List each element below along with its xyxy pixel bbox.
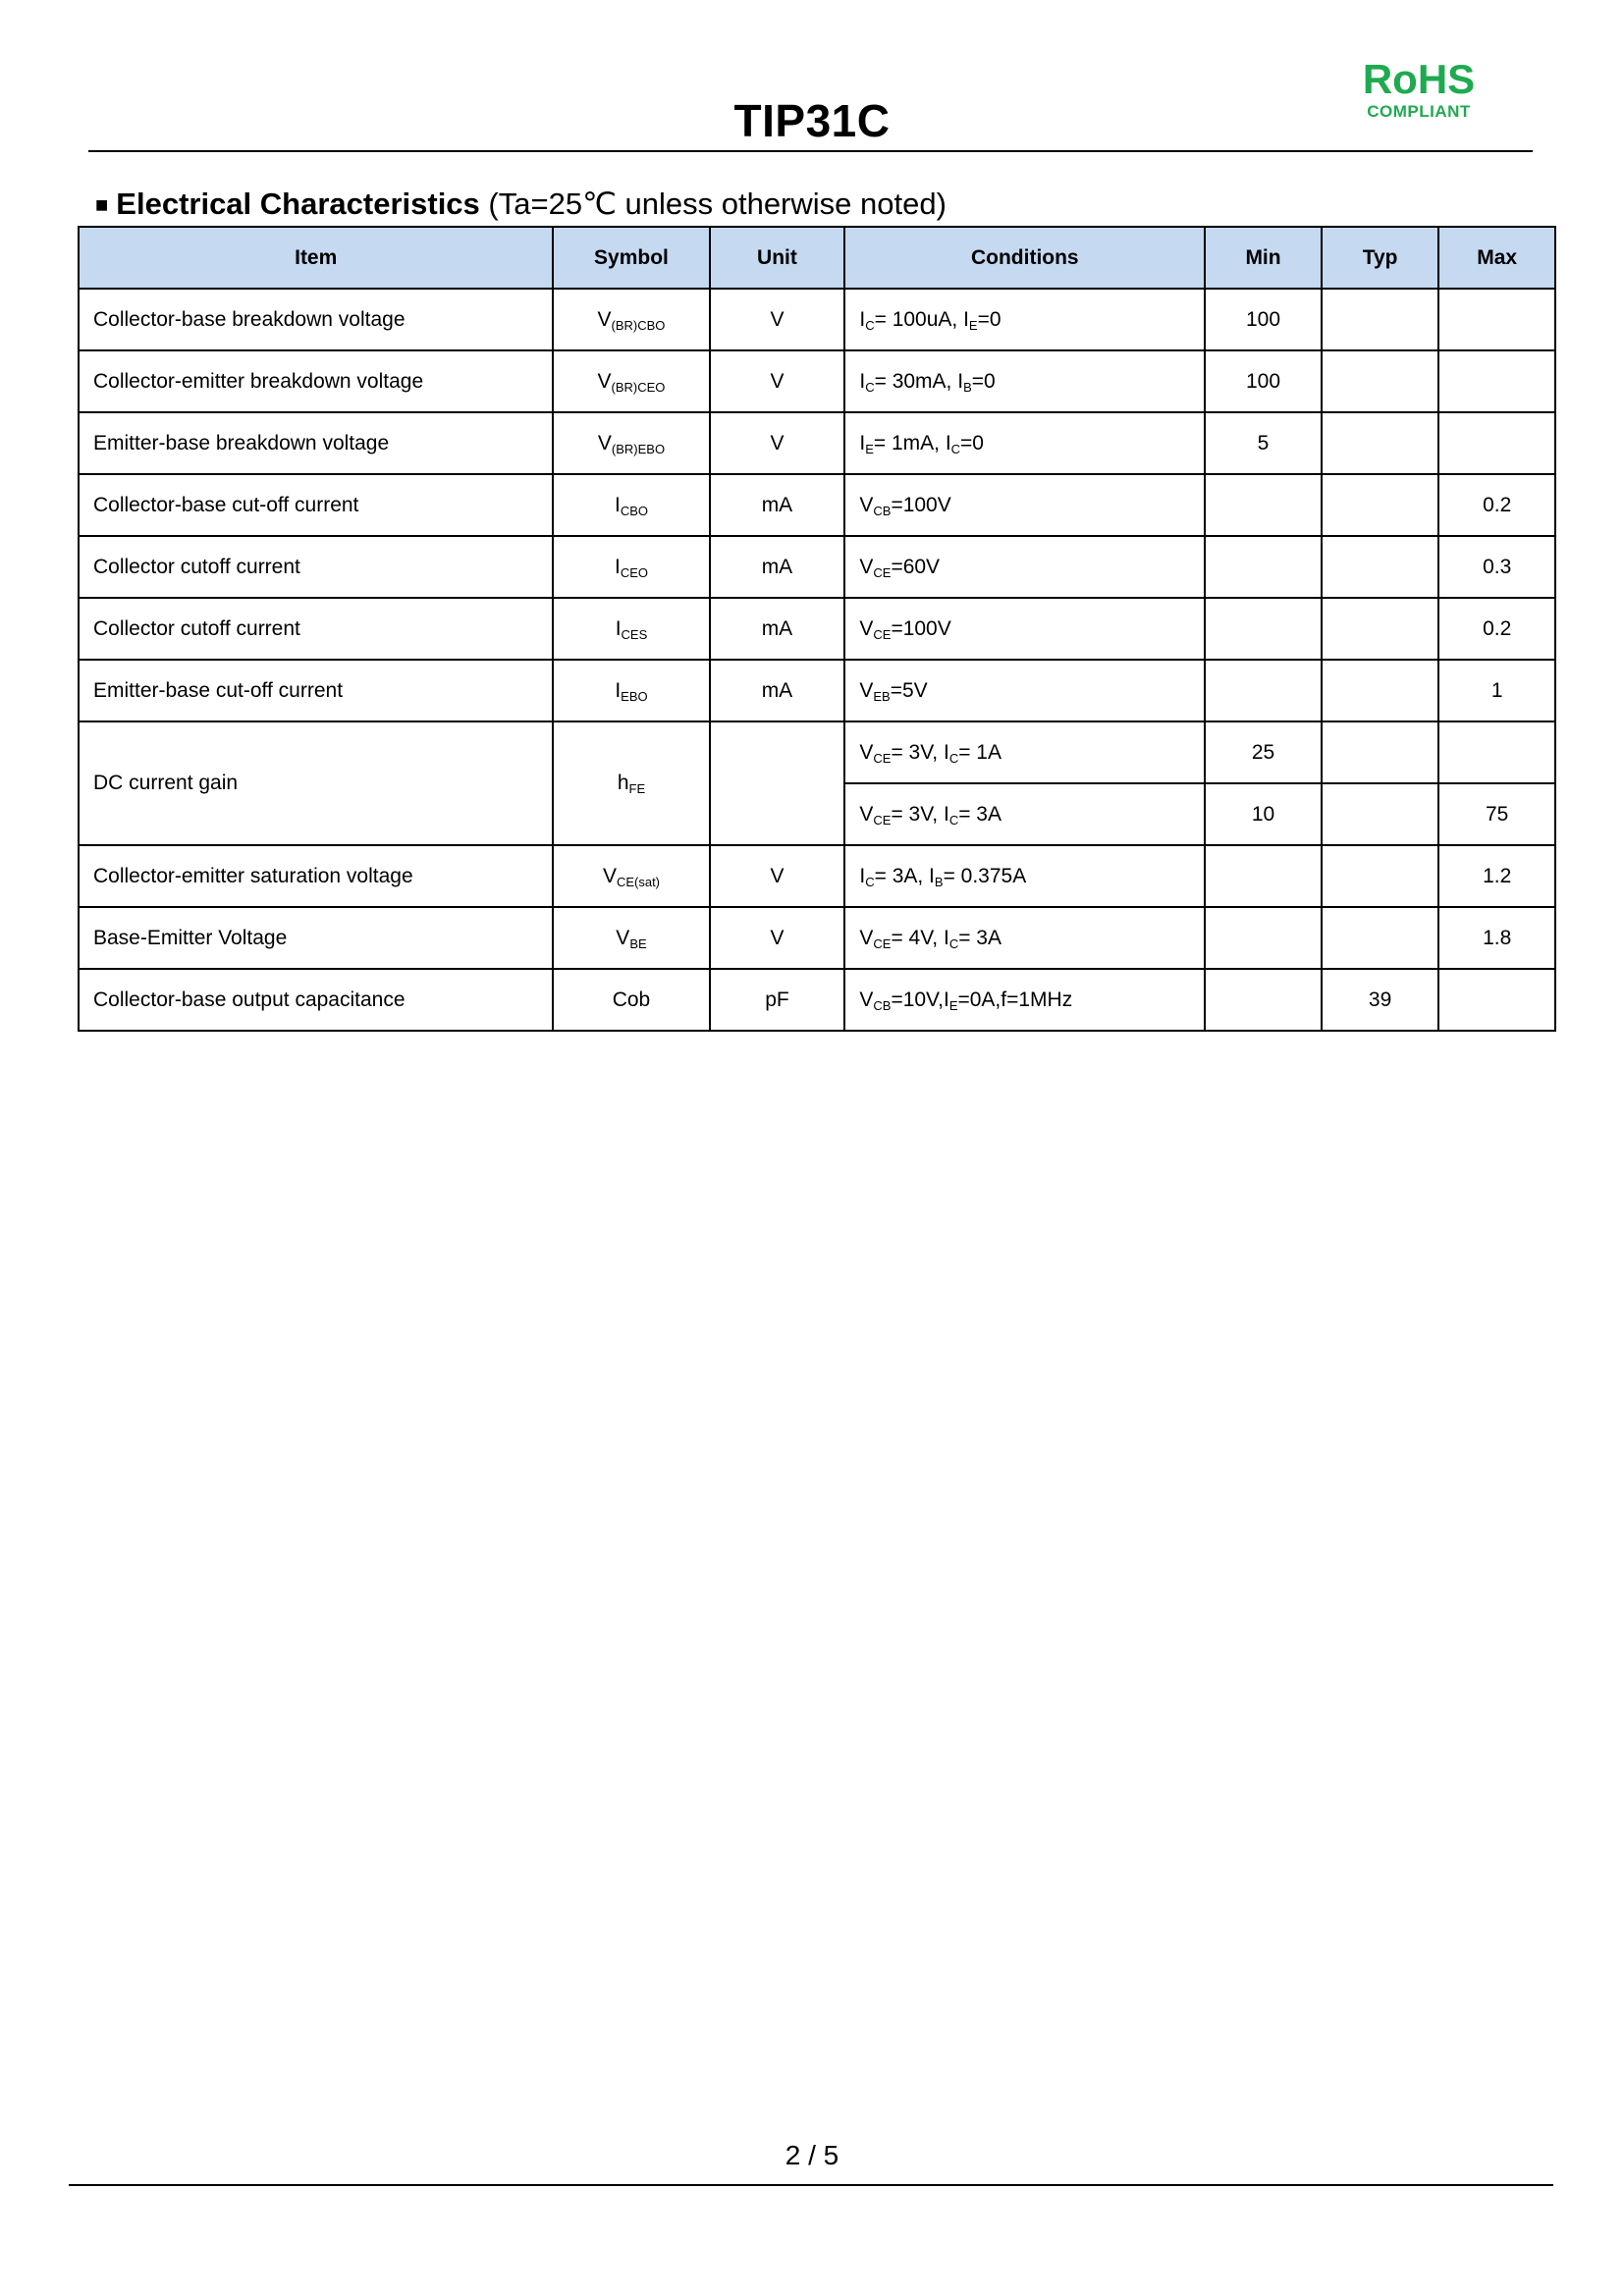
cell-unit: V: [710, 907, 845, 969]
cell-conditions: $V_{CE}=100V$: [844, 598, 1205, 660]
col-header-item: Item: [79, 227, 553, 289]
col-header-symbol: Symbol: [553, 227, 709, 289]
cell-symbol: $V_{(BR)CEO}$: [553, 350, 709, 412]
cell-item: Collector-emitter breakdown voltage: [79, 350, 553, 412]
cell-symbol: $I_{CES}$: [553, 598, 709, 660]
rohs-logo: [1350, 57, 1488, 122]
cell-typ: [1322, 660, 1439, 721]
cell-conditions: $I_C= 30mA$, $I_B=0$: [844, 350, 1205, 412]
cell-max: 75: [1438, 783, 1555, 845]
table-header-row: [79, 227, 1555, 289]
electrical-characteristics-table: [78, 226, 1556, 1032]
cell-unit: V: [710, 412, 845, 474]
cell-conditions: $V_{CB}=100V$: [844, 474, 1205, 536]
cell-typ: [1322, 474, 1439, 536]
cell-item: Collector-base output capacitance: [79, 969, 553, 1031]
col-header-min: Min: [1205, 227, 1322, 289]
cell-conditions: $V_{CE}= 3V$, $I_C= 1A$: [844, 721, 1205, 783]
cell-item: DC current gain: [79, 721, 553, 845]
cell-unit: mA: [710, 474, 845, 536]
cell-conditions: $I_C= 100uA$, $I_E=0$: [844, 289, 1205, 350]
cell-unit: V: [710, 845, 845, 907]
cell-conditions: $V_{CE}=60V$: [844, 536, 1205, 598]
cell-min: 100: [1205, 289, 1322, 350]
cell-conditions: $V_{CB}=10V,I_E=0A,f=1MHz$: [844, 969, 1205, 1031]
cell-min: [1205, 536, 1322, 598]
cell-max: 0.2: [1438, 474, 1555, 536]
cell-max: 1: [1438, 660, 1555, 721]
cell-item: Collector cutoff current: [79, 598, 553, 660]
cell-symbol: $h_{FE}$: [553, 721, 709, 845]
cell-max: 0.2: [1438, 598, 1555, 660]
cell-typ: [1322, 350, 1439, 412]
cell-unit: V: [710, 350, 845, 412]
cell-min: 25: [1205, 721, 1322, 783]
cell-symbol: $I_{CBO}$: [553, 474, 709, 536]
cell-min: [1205, 598, 1322, 660]
table-row: [79, 660, 1555, 721]
cell-unit: mA: [710, 536, 845, 598]
table-row: [79, 474, 1555, 536]
cell-typ: [1322, 907, 1439, 969]
cell-min: 100: [1205, 350, 1322, 412]
cell-conditions: $I_E= 1mA$, $I_C=0$: [844, 412, 1205, 474]
cell-conditions: $V_{EB}=5V$: [844, 660, 1205, 721]
cell-min: 5: [1205, 412, 1322, 474]
cell-unit: mA: [710, 598, 845, 660]
cell-min: [1205, 474, 1322, 536]
cell-typ: [1322, 721, 1439, 783]
cell-typ: 39: [1322, 969, 1439, 1031]
cell-max: [1438, 412, 1555, 474]
rohs-logo-sub: COMPLIANT: [1367, 102, 1471, 121]
cell-typ: [1322, 845, 1439, 907]
cell-item: Collector-emitter saturation voltage: [79, 845, 553, 907]
cell-symbol: $V_{BE}$: [553, 907, 709, 969]
table-row: [79, 598, 1555, 660]
cell-item: Emitter-base cut-off current: [79, 660, 553, 721]
cell-typ: [1322, 783, 1439, 845]
col-header-typ: Typ: [1322, 227, 1439, 289]
cell-item: Collector cutoff current: [79, 536, 553, 598]
cell-unit: V: [710, 289, 845, 350]
table-row: [79, 721, 1555, 783]
cell-item: Emitter-base breakdown voltage: [79, 412, 553, 474]
cell-item: Collector-base cut-off current: [79, 474, 553, 536]
cell-max: [1438, 969, 1555, 1031]
cell-conditions: $I_C= 3A$, $I_B= 0.375A$: [844, 845, 1205, 907]
col-header-conditions: Conditions: [844, 227, 1205, 289]
col-header-unit: Unit: [710, 227, 845, 289]
cell-typ: [1322, 289, 1439, 350]
table-row: [79, 969, 1555, 1031]
table-row: [79, 536, 1555, 598]
cell-typ: [1322, 598, 1439, 660]
cell-max: 1.8: [1438, 907, 1555, 969]
cell-symbol: $V_{(BR)CBO}$: [553, 289, 709, 350]
section-heading: [95, 187, 947, 222]
table-row: [79, 845, 1555, 907]
cell-symbol: Cob: [553, 969, 709, 1031]
cell-max: [1438, 289, 1555, 350]
table-row: [79, 289, 1555, 350]
cell-symbol: $V_{(BR)EBO}$: [553, 412, 709, 474]
cell-typ: [1322, 536, 1439, 598]
cell-max: 1.2: [1438, 845, 1555, 907]
cell-min: [1205, 845, 1322, 907]
cell-conditions: $V_{CE}= 3V$, $I_C= 3A$: [844, 783, 1205, 845]
cell-unit: mA: [710, 660, 845, 721]
section-title: Electrical Characteristics: [116, 187, 480, 221]
rohs-logo-main: RoHS: [1362, 56, 1476, 102]
document-title: TIP31C: [733, 95, 891, 146]
cell-max: [1438, 350, 1555, 412]
cell-min: [1205, 969, 1322, 1031]
table-row: [79, 907, 1555, 969]
footer-divider: [69, 2184, 1553, 2186]
page-number: 2 / 5: [785, 2140, 839, 2170]
section-subtitle: (Ta=25℃ unless otherwise noted): [488, 187, 947, 221]
cell-conditions: $V_{CE}= 4V$, $I_C= 3A$: [844, 907, 1205, 969]
col-header-max: Max: [1438, 227, 1555, 289]
cell-typ: [1322, 412, 1439, 474]
cell-symbol: $I_{EBO}$: [553, 660, 709, 721]
table-row: [79, 350, 1555, 412]
cell-min: [1205, 660, 1322, 721]
cell-item: Collector-base breakdown voltage: [79, 289, 553, 350]
cell-unit: pF: [710, 969, 845, 1031]
cell-max: 0.3: [1438, 536, 1555, 598]
cell-max: [1438, 721, 1555, 783]
cell-min: 10: [1205, 783, 1322, 845]
cell-item: Base-Emitter Voltage: [79, 907, 553, 969]
table-row: [79, 412, 1555, 474]
cell-min: [1205, 907, 1322, 969]
bullet-icon: ■: [95, 192, 109, 217]
cell-symbol: $V_{CE(sat)}$: [553, 845, 709, 907]
header-divider: [88, 150, 1533, 152]
cell-symbol: $I_{CEO}$: [553, 536, 709, 598]
cell-unit: [710, 721, 845, 845]
